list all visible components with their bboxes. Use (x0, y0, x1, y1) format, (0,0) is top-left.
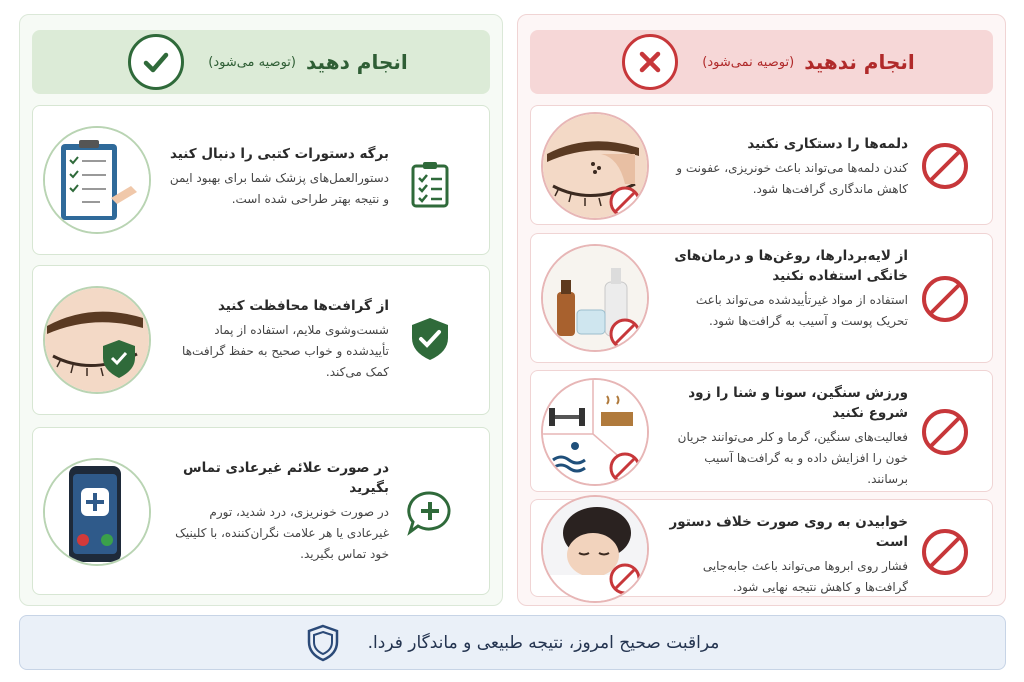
card-title: دلمه‌ها را دستکاری نکنید (747, 136, 908, 152)
card-body: فعالیت‌های سنگین، گرما و کلر می‌توانند جریان خون را افزایش داده و به گرافت‌ها آسیب برسانند. (677, 430, 908, 486)
footer-text: مراقبت صحیح امروز، نتیجه طبیعی و ماندگار فردا. (367, 632, 720, 653)
card-title: خوابیدن به روی صورت خلاف دستور است (669, 514, 908, 550)
dont-card-sleep-text (666, 512, 908, 598)
do-card-contact-text (168, 458, 389, 565)
do-title: انجام دهید (306, 50, 408, 74)
checklist-icon (405, 158, 455, 208)
skincare-products-illustration (541, 244, 649, 352)
shield-check-icon (405, 314, 455, 364)
dont-card-exercise-text (666, 383, 908, 490)
do-card-instructions-text (168, 144, 389, 210)
check-circle-icon (128, 34, 184, 90)
card-body: شست‌وشوی ملایم، استفاده از پماد تأییدشده و خواب صحیح به حفظ گرافت‌ها کمک می‌کند. (182, 323, 389, 379)
dont-title: انجام ندهید (804, 50, 915, 74)
card-title: ورزش سنگین، سونا و شنا را زود شروع نکنید (688, 385, 908, 421)
card-title: برگه دستورات کتبی را دنبال کنید (169, 146, 389, 162)
phone-illustration (43, 458, 151, 566)
exercise-sauna-swim-illustration (541, 378, 649, 486)
card-body: استفاده از مواد غیرتأییدشده می‌تواند باعث تحریک پوست و آسیب به گرافت‌ها شود. (695, 293, 908, 328)
eye-shield-illustration (43, 286, 151, 394)
x-circle-icon (622, 34, 678, 90)
prohibited-icon (920, 407, 970, 457)
dont-panel (517, 14, 1006, 606)
card-body: فشار روی ابروها می‌تواند باعث جابه‌جایی گرافت‌ها و کاهش نتیجه نهایی شود. (702, 559, 908, 594)
do-header (32, 30, 490, 94)
chat-plus-icon (405, 488, 455, 538)
do-card-protect-text (168, 296, 389, 383)
do-subtitle: (توصیه می‌شود) (208, 54, 296, 70)
shield-icon (306, 624, 340, 662)
dont-card-scabs-text (666, 134, 908, 200)
card-body: کندن دلمه‌ها می‌تواند باعث خونریزی، عفونت و کاهش ماندگاری گرافت‌ها شود. (676, 161, 908, 196)
dont-header (530, 30, 993, 94)
prohibited-icon (920, 141, 970, 191)
card-body: در صورت خونریزی، درد شدید، تورم غیرعادی یا هر علامت نگران‌کننده، با کلینیک خود تماس بگیرید. (175, 505, 389, 561)
card-title: از لایه‌بردارها، روغن‌ها و درمان‌های خانگی استفاده نکنید (674, 248, 908, 284)
do-panel (19, 14, 503, 606)
card-title: از گرافت‌ها محافظت کنید (217, 298, 389, 314)
dont-card-products (530, 233, 993, 363)
eyebrow-scab-illustration (541, 112, 649, 220)
dont-card-products-text (666, 246, 908, 332)
dont-subtitle: (توصیه نمی‌شود) (702, 54, 795, 70)
do-card-contact (32, 427, 490, 595)
dont-card-exercise (530, 370, 993, 492)
dont-card-sleep (530, 499, 993, 597)
dont-card-scabs (530, 105, 993, 225)
prohibited-icon (920, 274, 970, 324)
do-card-instructions (32, 105, 490, 255)
face-down-sleep-illustration (541, 495, 649, 603)
footer-banner (19, 615, 1006, 670)
clipboard-illustration (43, 126, 151, 234)
card-body: دستورالعمل‌های پزشک شما برای بهبود ایمن و نتیجه بهتر طراحی شده است. (169, 171, 389, 206)
card-title: در صورت علائم غیرعادی تماس بگیرید (182, 460, 389, 496)
prohibited-icon (920, 527, 970, 577)
do-card-protect (32, 265, 490, 415)
